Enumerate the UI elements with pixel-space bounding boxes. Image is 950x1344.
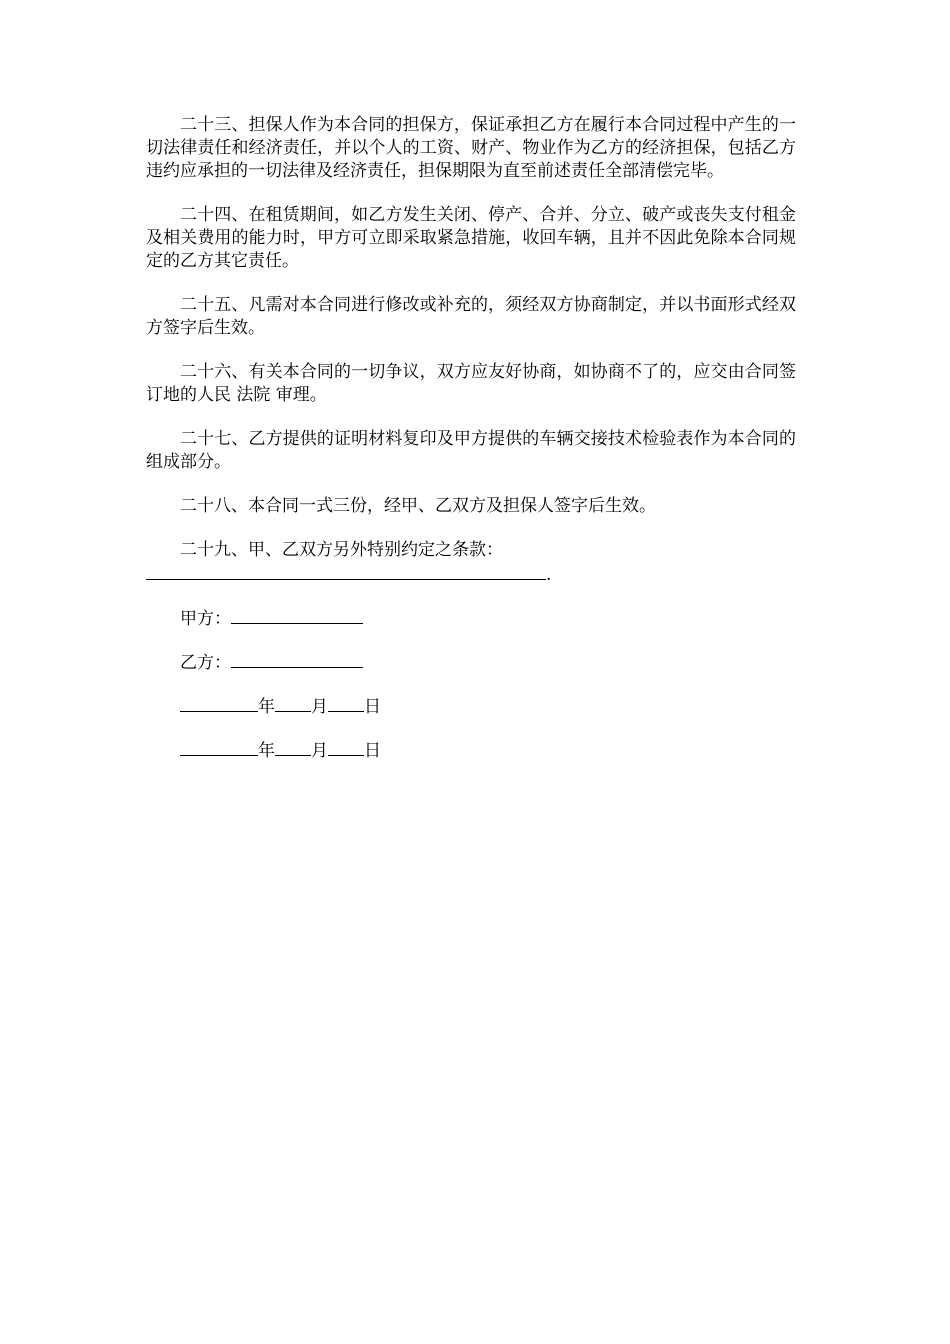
party-b-blank	[231, 651, 363, 668]
special-terms-underline	[146, 563, 546, 580]
month-label: 月	[311, 697, 328, 717]
year-blank	[180, 739, 258, 756]
year-label: 年	[258, 697, 275, 717]
month-label: 月	[311, 741, 328, 761]
clause-24: 二十四、在租赁期间，如乙方发生关闭、停产、合并、分立、破产或丧失支付租金及相关费用的能力时，甲方可立即采取紧急措施，收回车辆，且并不因此免除本合同规定的乙方其它责任。	[146, 205, 796, 271]
clause-28: 二十八、本合同一式三份，经甲、乙双方及担保人签字后生效。	[180, 496, 656, 516]
party-a-signature	[180, 607, 796, 630]
party-a-blank	[231, 607, 363, 624]
party-a-label: 甲方：	[180, 609, 231, 629]
contract-page	[146, 114, 796, 783]
month-blank	[275, 739, 311, 756]
day-blank	[328, 695, 364, 712]
year-label: 年	[258, 741, 275, 761]
month-blank	[275, 695, 311, 712]
special-terms-blank	[146, 563, 796, 586]
clause-25: 二十五、凡需对本合同进行修改或补充的，须经双方协商制定，并以书面形式经双方签字后生效。	[146, 295, 796, 338]
year-blank	[180, 695, 258, 712]
clause-23: 二十三、担保人作为本合同的担保方，保证承担乙方在履行本合同过程中产生的一切法律责任和经济责任，并以个人的工资、财产、物业作为乙方的经济担保，包括乙方违约应承担的一切法律及经济责任，担保期限为直至前述责任全部清偿完毕。	[146, 115, 796, 181]
party-b-label: 乙方：	[180, 653, 231, 673]
date-line-2	[180, 739, 796, 762]
day-blank	[328, 739, 364, 756]
date-line-1	[180, 695, 796, 718]
clause-27: 二十七、乙方提供的证明材料复印及甲方提供的车辆交接技术检验表作为本合同的组成部分。	[146, 429, 796, 472]
clause-26: 二十六、有关本合同的一切争议，双方应友好协商，如协商不了的，应交由合同签订地的人民 法院 审理。	[146, 362, 796, 405]
party-b-signature	[180, 651, 796, 674]
special-terms-period: .	[546, 565, 552, 585]
day-label: 日	[364, 697, 381, 717]
day-label: 日	[364, 741, 381, 761]
clause-29: 二十九、甲、乙双方另外特别约定之条款：	[180, 540, 503, 560]
